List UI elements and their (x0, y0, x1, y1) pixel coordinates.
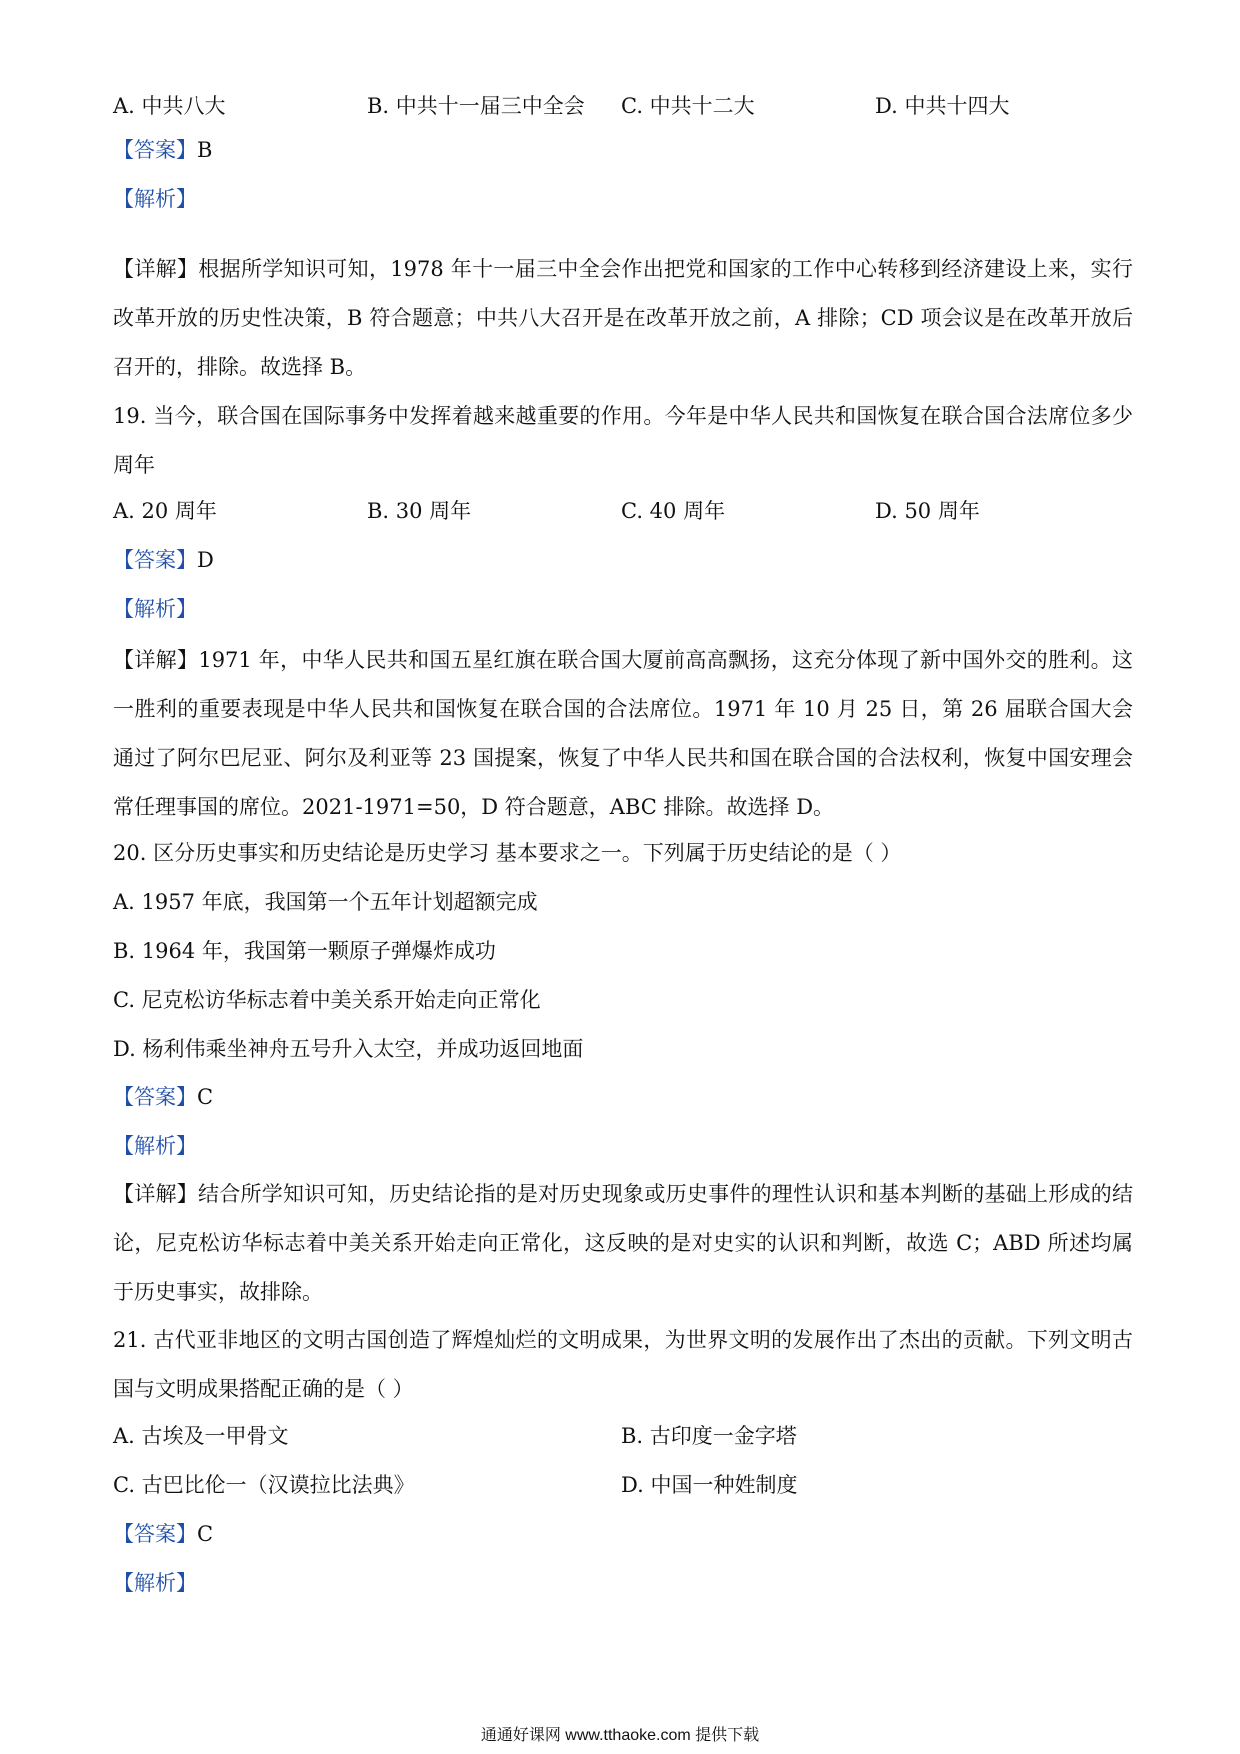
option-c: C. 古巴比伦一（汉谟拉比法典》 (113, 1473, 415, 1497)
q19-analysis (113, 594, 1133, 624)
option-a: A. 20 周年 (113, 499, 217, 523)
detail-text: 结合所学知识可知，历史结论指的是对历史现象或历史事件的理性认识和基本判断的基础上形成的结论，尼克松访华标志着中美关系开始走向正常化，这反映的是对史实的认识和判断，故选 C；ABD 所述均属于历史事实，故排除。 (113, 1182, 1134, 1304)
option-a: A. 古埃及一甲骨文 (113, 1424, 289, 1448)
answer-value: D (197, 548, 214, 572)
q21-options-row1 (113, 1421, 1133, 1451)
option-d: D. 50 周年 (875, 499, 980, 523)
detail-tag: 【详解】 (113, 1182, 199, 1206)
option-d: D. 中共十四大 (875, 94, 1010, 118)
q18-analysis (113, 184, 1133, 214)
analysis-tag: 【解析】 (113, 1134, 197, 1158)
option-d: D. 中国一种姓制度 (621, 1473, 798, 1497)
q18-detail (113, 245, 1133, 392)
answer-tag: 【答案】 (113, 138, 197, 162)
detail-text: 根据所学知识可知，1978 年十一届三中全会作出把党和国家的工作中心转移到经济建设上来，实行改革开放的历史性决策，B 符合题意；中共八大召开是在改革开放之前，A 排除；CD 项会议是在改革开放后召开的，排除。故选择 B。 (113, 257, 1133, 379)
q21-stem: 21. 古代亚非地区的文明古国创造了辉煌灿烂的文明成果，为世界文明的发展作出了杰出的贡献。下列文明古国与文明成果搭配正确的是（ ） (113, 1328, 1133, 1401)
analysis-tag: 【解析】 (113, 187, 197, 211)
q18-answer (113, 135, 1133, 165)
option-a: A. 1957 年底，我国第一个五年计划超额完成 (113, 890, 538, 914)
answer-value: C (197, 1522, 214, 1546)
option-c: C. 中共十二大 (621, 94, 755, 118)
answer-tag: 【答案】 (113, 548, 197, 572)
q20-analysis (113, 1131, 1133, 1161)
q21-options-row2 (113, 1470, 1133, 1500)
option-b: B. 30 周年 (367, 499, 472, 523)
q21-answer (113, 1519, 1133, 1549)
q19-stem: 19. 当今，联合国在国际事务中发挥着越来越重要的作用。今年是中华人民共和国恢复在联合国合法席位多少周年 (113, 404, 1133, 477)
option-b: B. 古印度一金字塔 (621, 1424, 797, 1448)
page-footer: 通通好课网 www.tthaoke.com 提供下载 (480, 1727, 760, 1744)
q19-detail (113, 636, 1133, 832)
q19-options (113, 496, 1133, 526)
option-b: B. 中共十一届三中全会 (367, 94, 585, 118)
answer-value: C (197, 1085, 214, 1109)
analysis-tag: 【解析】 (113, 1571, 197, 1595)
answer-tag: 【答案】 (113, 1085, 197, 1109)
q20-stem: 20. 区分历史事实和历史结论是历史学习 基本要求之一。下列属于历史结论的是（ ） (113, 841, 902, 865)
option-b: B. 1964 年，我国第一颗原子弹爆炸成功 (113, 939, 496, 963)
answer-tag: 【答案】 (113, 1522, 197, 1546)
q20-detail (113, 1170, 1133, 1317)
option-a: A. 中共八大 (113, 94, 226, 118)
option-d: D. 杨利伟乘坐神舟五号升入太空，并成功返回地面 (113, 1037, 584, 1061)
detail-tag: 【详解】 (113, 648, 199, 672)
q18-options (113, 91, 1133, 121)
option-c: C. 40 周年 (621, 499, 726, 523)
analysis-tag: 【解析】 (113, 597, 197, 621)
q19-answer (113, 545, 1133, 575)
detail-tag: 【详解】 (113, 257, 199, 281)
answer-value: B (197, 138, 213, 162)
q21-analysis (113, 1568, 1133, 1598)
detail-text: 1971 年，中华人民共和国五星红旗在联合国大厦前高高飘扬，这充分体现了新中国外交的胜利。这一胜利的重要表现是中华人民共和国恢复在联合国的合法席位。1971 年 10 月 25 日，第 26 届联合国大会通过了阿尔巴尼亚、阿尔及利亚等 23 国提案，恢复了中华人民共和国在联合国的合法权利，恢复中国安理会常任理事国的席位。2021-1971=50，D 符合题意，ABC 排除。故选择 D。 (113, 648, 1133, 819)
option-c: C. 尼克松访华标志着中美关系开始走向正常化 (113, 988, 541, 1012)
q20-answer (113, 1082, 1133, 1112)
